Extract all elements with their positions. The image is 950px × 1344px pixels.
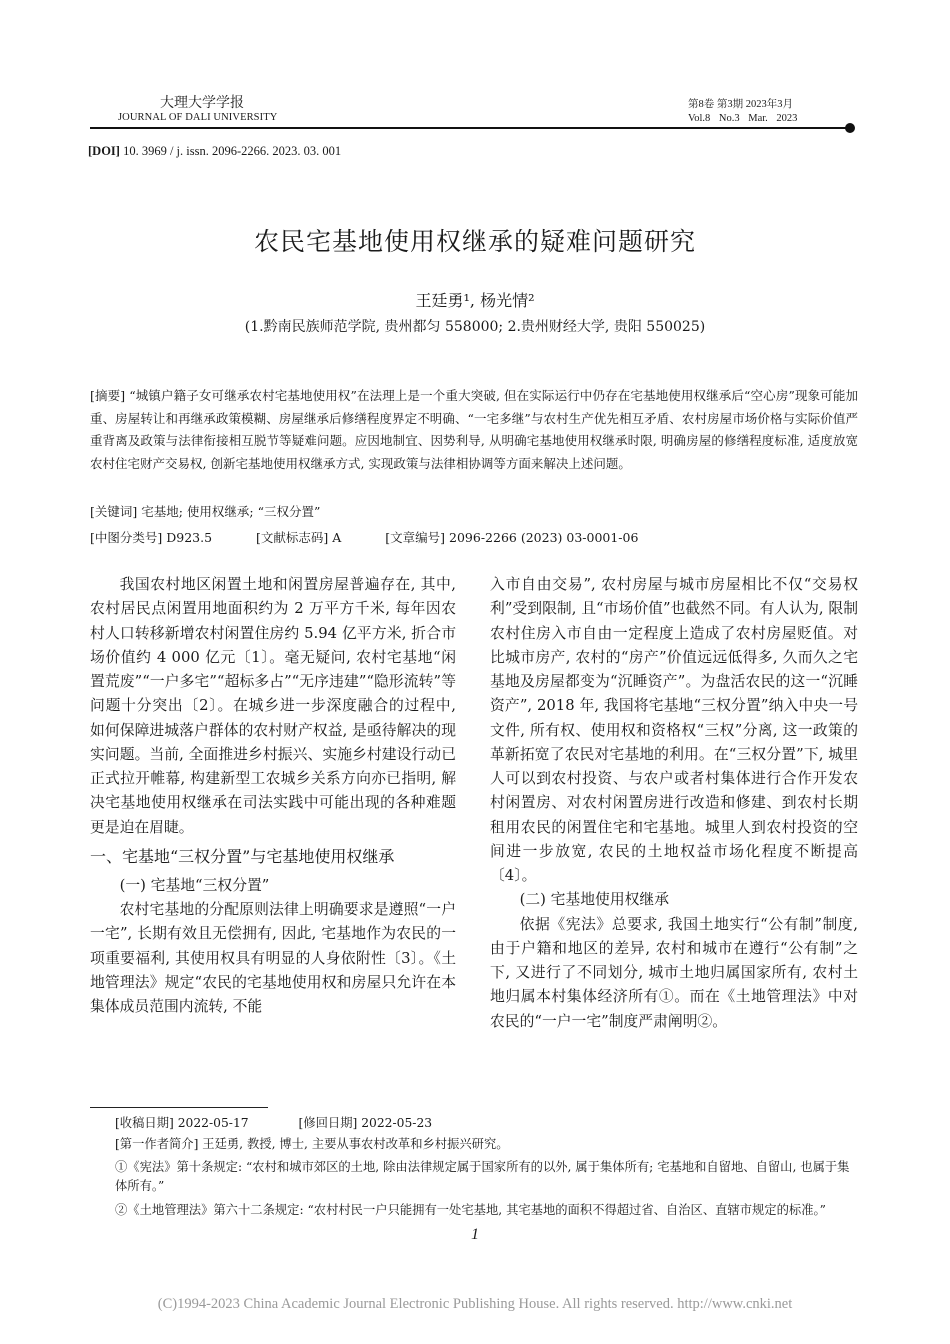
left-column [90,573,456,1019]
paragraph: 我国农村地区闲置土地和闲置房屋普遍存在, 其中, 农村居民点闲置用地面积约为 2 万平方千米, 每年因农村人口转移新增农村闲置住房约 5.94 亿平方米, 折合市场价值约 4 000 亿元〔1〕。毫无疑问, 农村宅基地“闲置荒废”“一户多宅”“超标多占”“无序违建”“隐形流转”等问题十分突出〔2〕。在城乡进一步深度融合的过程中, 如何保障进城落户群体的农村财产权益, 是亟待解决的现实问题。当前, 全面推进乡村振兴、实施乡村建设行动已正式拉开帷幕, 构建新型工农城乡关系方向亦已指明, 解决宅基地使用权继承在司法实践中可能出现的各种难题更是迫在眉睫。 [90,576,456,836]
subsection-heading: (二) 宅基地使用权继承 [519,891,670,909]
doi-label: [DOI] [88,144,120,158]
footnote-1: ①《宪法》第十条规定: “农村和城市郊区的土地, 除由法律规定属于国家所有的以外, 属于集体所有; 宅基地和自留地、自留山, 也属于集体所有。” [115,1160,850,1193]
journal-name-cn: 大理大学学报 [160,95,244,111]
page-number: 1 [471,1226,479,1243]
revised-date: [修回日期] 2022-05-23 [298,1116,433,1130]
footnote-2: ②《土地管理法》第六十二条规定: “农村村民一户只能拥有一处宅基地, 其宅基地的面积不得超过省、自治区、直辖市规定的标准。” [115,1203,826,1217]
paragraph: 依据《宪法》总要求, 我国土地实行“公有制”制度, 由于户籍和地区的差异, 农村和城市在遵行“公有制”之下, 又进行了不同划分, 城市土地归属国家所有, 农村土地归属本村集体经济所有①。而在《土地管理法》中对农民的“一户一宅”制度严肃阐明②。 [490,915,858,1030]
right-column [490,573,858,1034]
document-code: [文献标志码] A [256,530,342,545]
section-heading: 一、宅基地“三权分置”与宅基地使用权继承 [90,846,395,866]
clc-number: [中图分类号] D923.5 [90,530,213,545]
header-rule [90,127,848,129]
issue-info-en: Vol.8 No.3 Mar. 2023 [688,113,798,124]
journal-name-en: JOURNAL OF DALI UNIVERSITY [118,112,278,123]
author-bio: [第一作者简介] 王廷勇, 教授, 博士, 主要从事农村改革和乡村振兴研究。 [115,1137,509,1151]
affiliation: (1.黔南民族师范学院, 贵州都匀 558000; 2.贵州财经大学, 贵阳 550025) [244,319,706,335]
header-rule-dot [845,123,855,133]
article-number: [文章编号] 2096-2266 (2023) 03-0001-06 [385,530,639,545]
footnote-rule [90,1107,268,1108]
doi-line [88,144,341,159]
copyright-notice: (C)1994-2023 China Academic Journal Electronic Publishing House. All rights reserved. http://www.cnki.net [157,1296,793,1312]
subsection-heading: (一) 宅基地“三权分置” [119,876,270,894]
received-date: [收稿日期] 2022-05-17 [115,1116,249,1130]
authors: 王廷勇¹, 杨光情² [415,291,535,310]
paragraph: 入市自由交易”, 农村房屋与城市房屋相比不仅“交易权利”受到限制, 且“市场价值”也截然不同。有人认为, 限制农村住房入市自由一定程度上造成了农村房屋贬值。对比城市房产, 农村的“房产”价值远远低得多, 久而久之宅基地及房屋都变为“沉睡资产”。为盘活农民的这一“沉睡资产”, 2018 年, 我国将宅基地“三权分置”纳入中央一号文件, 所有权、使用权和资格权“三权”分离, 这一政策的革新拓宽了农民对宅基地的利用。在“三权分置”下, 城里人可以到农村投资、与农户或者村集体进行合作开发农村闲置房、对农村闲置房进行改造和修建、到农村长期租用农民的闲置住宅和宅基地。城里人到农村投资的空间进一步放宽, 农民的土地权益市场化程度不断提高〔4〕。 [490,576,858,884]
issue-info-cn: 第8卷 第3期 2023年3月 [688,99,793,110]
paragraph: 农村宅基地的分配原则法律上明确要求是遵照“一户一宅”, 长期有效且无偿拥有, 因此, 宅基地作为农民的一项重要福利, 其使用权具有明显的人身依附性〔3〕。《土地管理法》规定“农民的宅基地使用权和房屋只允许在本集体成员范围内流转, 不能 [90,901,456,1015]
abstract: [摘要] “城镇户籍子女可继承农村宅基地使用权”在法理上是一个重大突破, 但在实际运行中仍存在宅基地使用权继承后“空心房”现象可能加重、房屋转让和再继承政策模糊、房屋继承后修缮程度界定不明确、“一宅多继”与农村生产优先相互矛盾、农村房屋市场价格与实际价值严重背离及政策与法律衔接相互脱节等疑难问题。应因地制宜、因势利导, 从明确宅基地使用权继承时限, 明确房屋的修缮程度标准, 适度放宽农村住宅财产交易权, 创新宅基地使用权继承方式, 实现政策与法律相协调等方面来解决上述问题。 [90,388,858,472]
doi-value[interactable]: 10. 3969 / j. issn. 2096-2266. 2023. 03. 001 [123,144,342,158]
classification-line [90,528,678,546]
article-title: 农民宅基地使用权继承的疑难问题研究 [253,227,696,256]
dates-line [115,1114,860,1133]
keywords: [关键词] 宅基地; 使用权继承; “三权分置” [90,504,321,519]
